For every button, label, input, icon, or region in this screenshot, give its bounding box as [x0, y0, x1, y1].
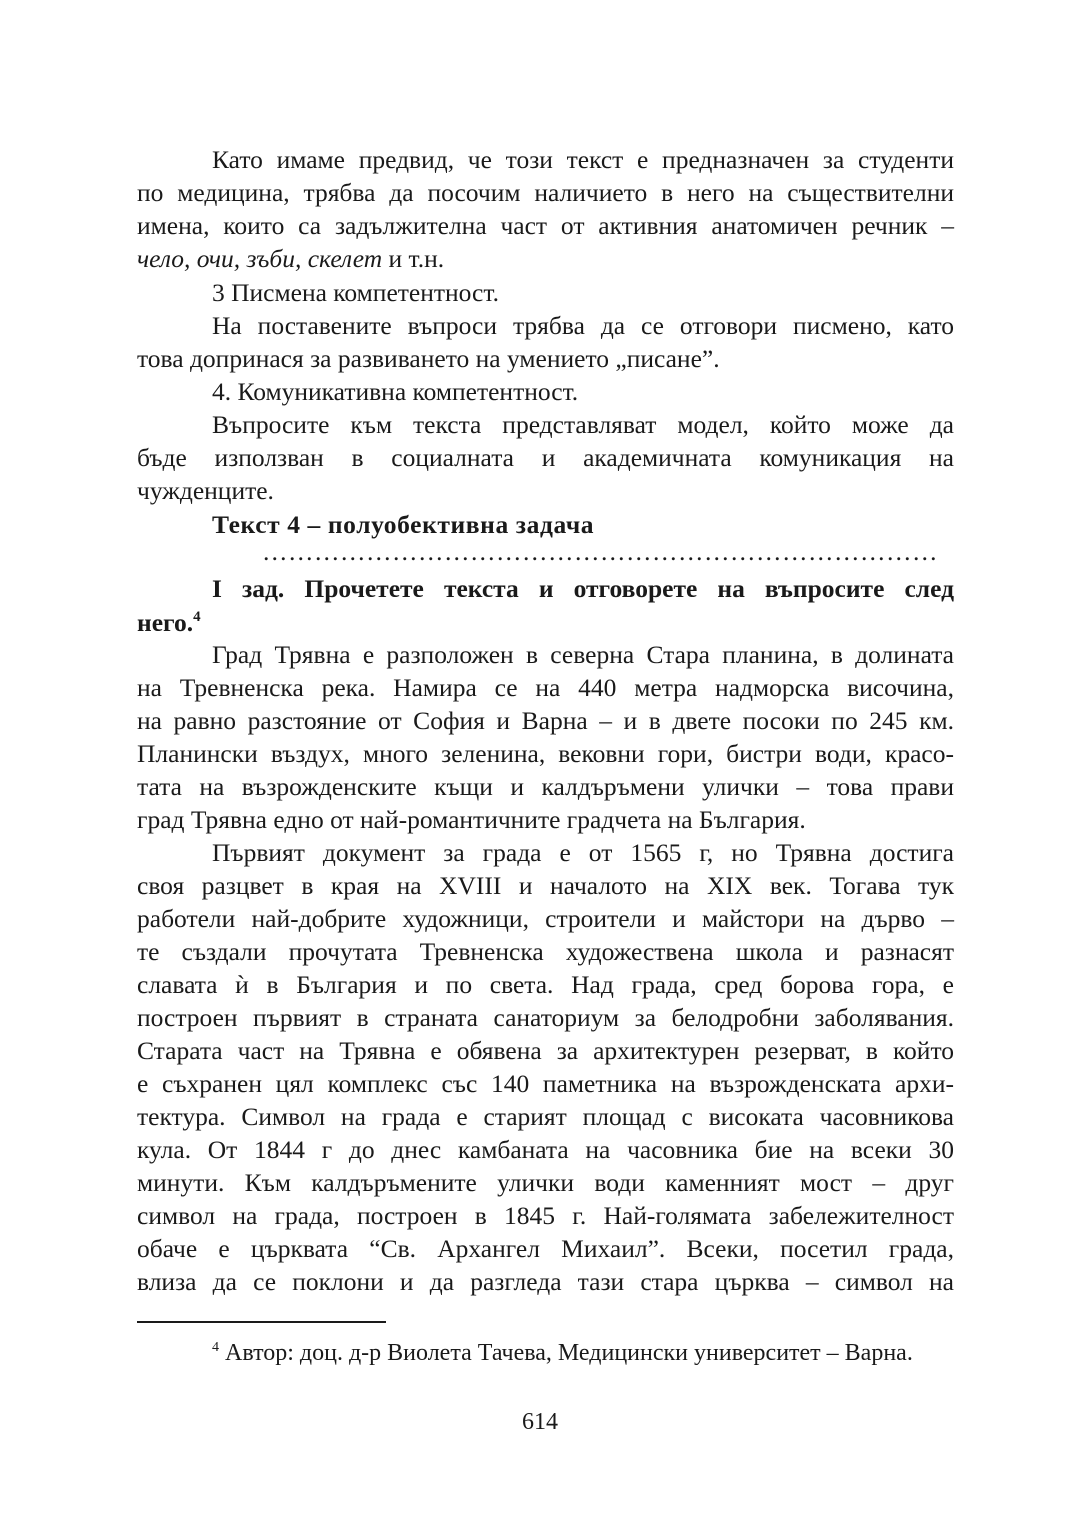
paragraph-line: Град Трявна е разположен в северна Стара планина, в долината: [212, 640, 954, 669]
paragraph-line: обаче е църквата “Св. Архангел Михаил”. Всеки, посетил града,: [137, 1234, 954, 1263]
footnote-text: Автор: доц. д-р Виолета Тачева, Медицински университет – Варна.: [219, 1340, 913, 1366]
paragraph-line: символ на града, построен в 1845 г. Най-голямата забележителност: [137, 1201, 954, 1230]
section-heading-written-competence: 3 Писмена компетентност.: [212, 278, 499, 307]
paragraph-line: своя разцвет в края на XVIII и началото на XIX век. Тогава тук: [137, 871, 954, 900]
task-heading-continued: [137, 606, 954, 639]
paragraph-line: славата ѝ в България и по света. Над града, сред борова гора, е: [137, 970, 954, 999]
anatomy-terms: чело, очи, зъби, скелет: [137, 244, 383, 273]
paragraph-line: имена, които са задължителна част от активния анатомичен речник –: [137, 211, 954, 240]
paragraph-line: Като имаме предвид, че този текст е предназначен за студенти: [212, 145, 954, 174]
paragraph-line: Първият документ за града е от 1565 г, но Трявна достига: [212, 838, 954, 867]
footnote-reference[interactable]: 4: [193, 609, 201, 625]
footnote: [212, 1337, 954, 1369]
paragraph-line: работели най-добрите художници, строители и майстори на дърво –: [137, 904, 954, 933]
paragraph-line: е съхранен цял комплекс със 140 паметника на възрожденската архи-: [137, 1069, 954, 1098]
paragraph-line: тектура. Символ на града е старият площад с високата часовникова: [137, 1102, 954, 1131]
paragraph-line: чужденците.: [137, 476, 274, 505]
paragraph-line: на равно разстояние от София и Варна – и в двете посоки по 245 км.: [137, 706, 954, 735]
paragraph-line: На поставените въпроси трябва да се отговори писмено, като: [212, 311, 954, 340]
paragraph-line: кула. От 1844 г до днес камбаната на часовника бие на всеки 30: [137, 1135, 954, 1164]
page-number: 614: [522, 1409, 558, 1435]
paragraph-line: по медицина, трябва да посочим наличието в него на съществителни: [137, 178, 954, 207]
paragraph-line: те създали прочутата Тревненска художествена школа и разнасят: [137, 937, 954, 966]
paragraph-line: град Трявна едно от най-романтичните градчета на България.: [137, 805, 806, 834]
paragraph-line: влиза да се поклони и да разгледа тази стара църква – символ на: [137, 1267, 954, 1296]
paragraph-line: построен първият в страната санаториум за белодробни заболявания.: [137, 1003, 954, 1032]
paragraph-line-tail: и т.н.: [382, 244, 445, 273]
footnote-marker: 4: [212, 1340, 219, 1355]
text4-heading: Текст 4 – полуобективна задача: [212, 510, 595, 539]
paragraph-line: Старата част на Трявна е обявена за архитектурен резерват, в който: [137, 1036, 954, 1065]
task-heading-tail: него.: [137, 608, 194, 637]
paragraph-line: тата на възрожденските къщи и калдъръмени улички – това прави: [137, 772, 954, 801]
paragraph-line: [137, 242, 954, 275]
paragraph-line: това допринася за развиването на умението „писане”.: [137, 344, 720, 373]
paragraph-line: Планински въздух, много зеленина, вековни гори, бистри води, красо-: [137, 739, 954, 768]
dotted-separator: ……………………………………………………………………: [262, 537, 938, 566]
paragraph-line: минути. Към калдъръмените улички води каменният мост – друг: [137, 1168, 954, 1197]
paragraph-line: бъде използван в социалната и академичната комуникация на: [137, 443, 954, 472]
paragraph-line: на Тревненска река. Намира се на 440 метра надморска височина,: [137, 673, 954, 702]
section-heading-communicative-competence: 4. Комуникативна компетентност.: [212, 377, 579, 406]
task-heading: I зад. Прочетете текста и отговорете на въпросите след: [212, 574, 954, 603]
paragraph-line: Въпросите към текста представляват модел, който може да: [212, 410, 954, 439]
footnote-separator: [137, 1321, 386, 1323]
